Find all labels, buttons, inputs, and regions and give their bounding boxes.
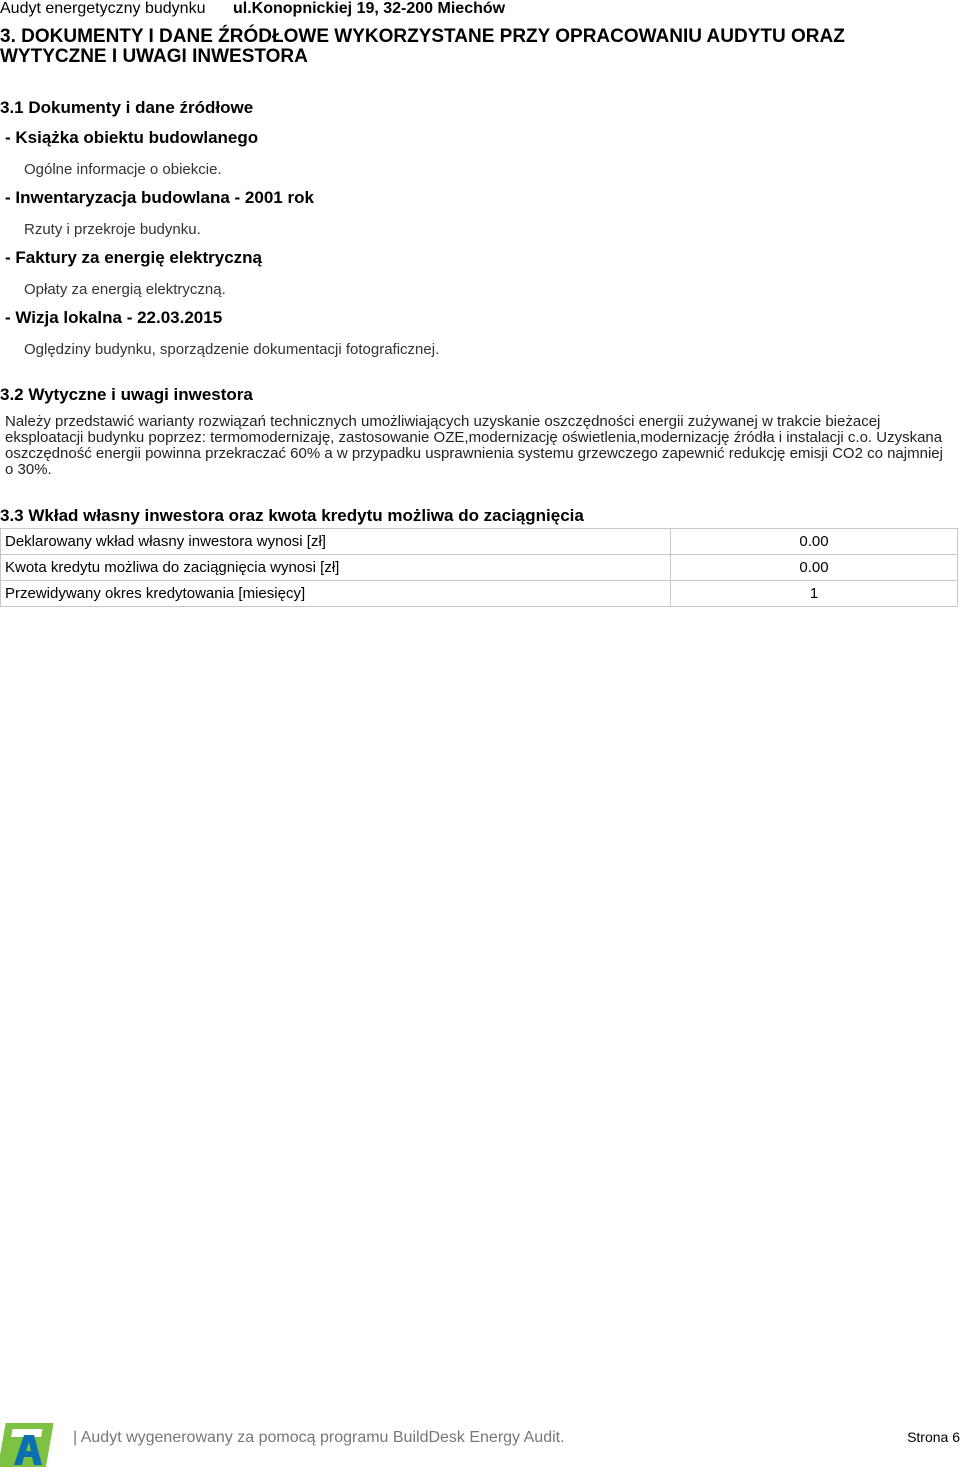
- builddesk-logo-icon: [0, 1421, 56, 1469]
- table-row: [1, 581, 958, 607]
- subsection-3-2-title: 3.2 Wytyczne i uwagi inwestora: [0, 385, 253, 404]
- table-row: [1, 555, 958, 581]
- source-document-title: - Faktury za energię elektryczną: [5, 248, 263, 267]
- subsection-3-3-title: 3.3 Wkład własny inwestora oraz kwota kredytu możliwa do zaciągnięcia: [0, 506, 584, 525]
- source-document-desc: Rzuty i przekroje budynku.: [24, 221, 201, 238]
- footer-generated-note: | Audyt wygenerowany za pomocą programu BuildDesk Energy Audit.: [73, 1429, 565, 1446]
- row-value: 1: [671, 581, 958, 607]
- investor-contribution-table: [0, 528, 958, 607]
- investor-guidelines-text: Należy przedstawić warianty rozwiązań technicznych umożliwiających uzyskanie oszczędności energii zużywanej w trakcie bieżacej eksploatacji budynku poprzez: termomodernizaję, zastosowanie OZE,modernizację oświetlenia,modernizację źródła i instalacji c.o. Uzyskana oszczędność energii powinna przekraczać 60% a w przypadku usprawnienia systemu grzewczego zapewnić redukcję emisji CO2 co najmniej o 30%.: [5, 413, 943, 478]
- header-address: ul.Konopnickiej 19, 32-200 Miechów: [233, 0, 506, 17]
- source-document-desc: Opłaty za energią elektryczną.: [24, 281, 226, 298]
- row-label: Deklarowany wkład własny inwestora wynosi [zł]: [1, 529, 671, 555]
- table-row: [1, 529, 958, 555]
- source-document-desc: Ogólne informacje o obiekcie.: [24, 161, 222, 178]
- row-value: 0.00: [671, 555, 958, 581]
- source-document-desc: Oględziny budynku, sporządzenie dokumentacji fotograficznej.: [24, 341, 440, 358]
- source-document-title: - Książka obiektu budowlanego: [5, 128, 259, 147]
- row-label: Kwota kredytu możliwa do zaciągnięcia wynosi [zł]: [1, 555, 671, 581]
- header-document-title: Audyt energetyczny budynku: [0, 0, 206, 17]
- page-number: Strona 6: [907, 1429, 960, 1445]
- source-document-title: - Inwentaryzacja budowlana - 2001 rok: [5, 188, 314, 207]
- section-title: 3. DOKUMENTY I DANE ŹRÓDŁOWE WYKORZYSTANE PRZY OPRACOWANIU AUDYTU ORAZ WYTYCZNE I UWAGI INWESTORA: [0, 26, 845, 67]
- row-value: 0.00: [671, 529, 958, 555]
- row-label: Przewidywany okres kredytowania [miesięcy]: [1, 581, 671, 607]
- subsection-3-1-title: 3.1 Dokumenty i dane źródłowe: [0, 98, 254, 117]
- source-document-title: - Wizja lokalna - 22.03.2015: [5, 308, 223, 327]
